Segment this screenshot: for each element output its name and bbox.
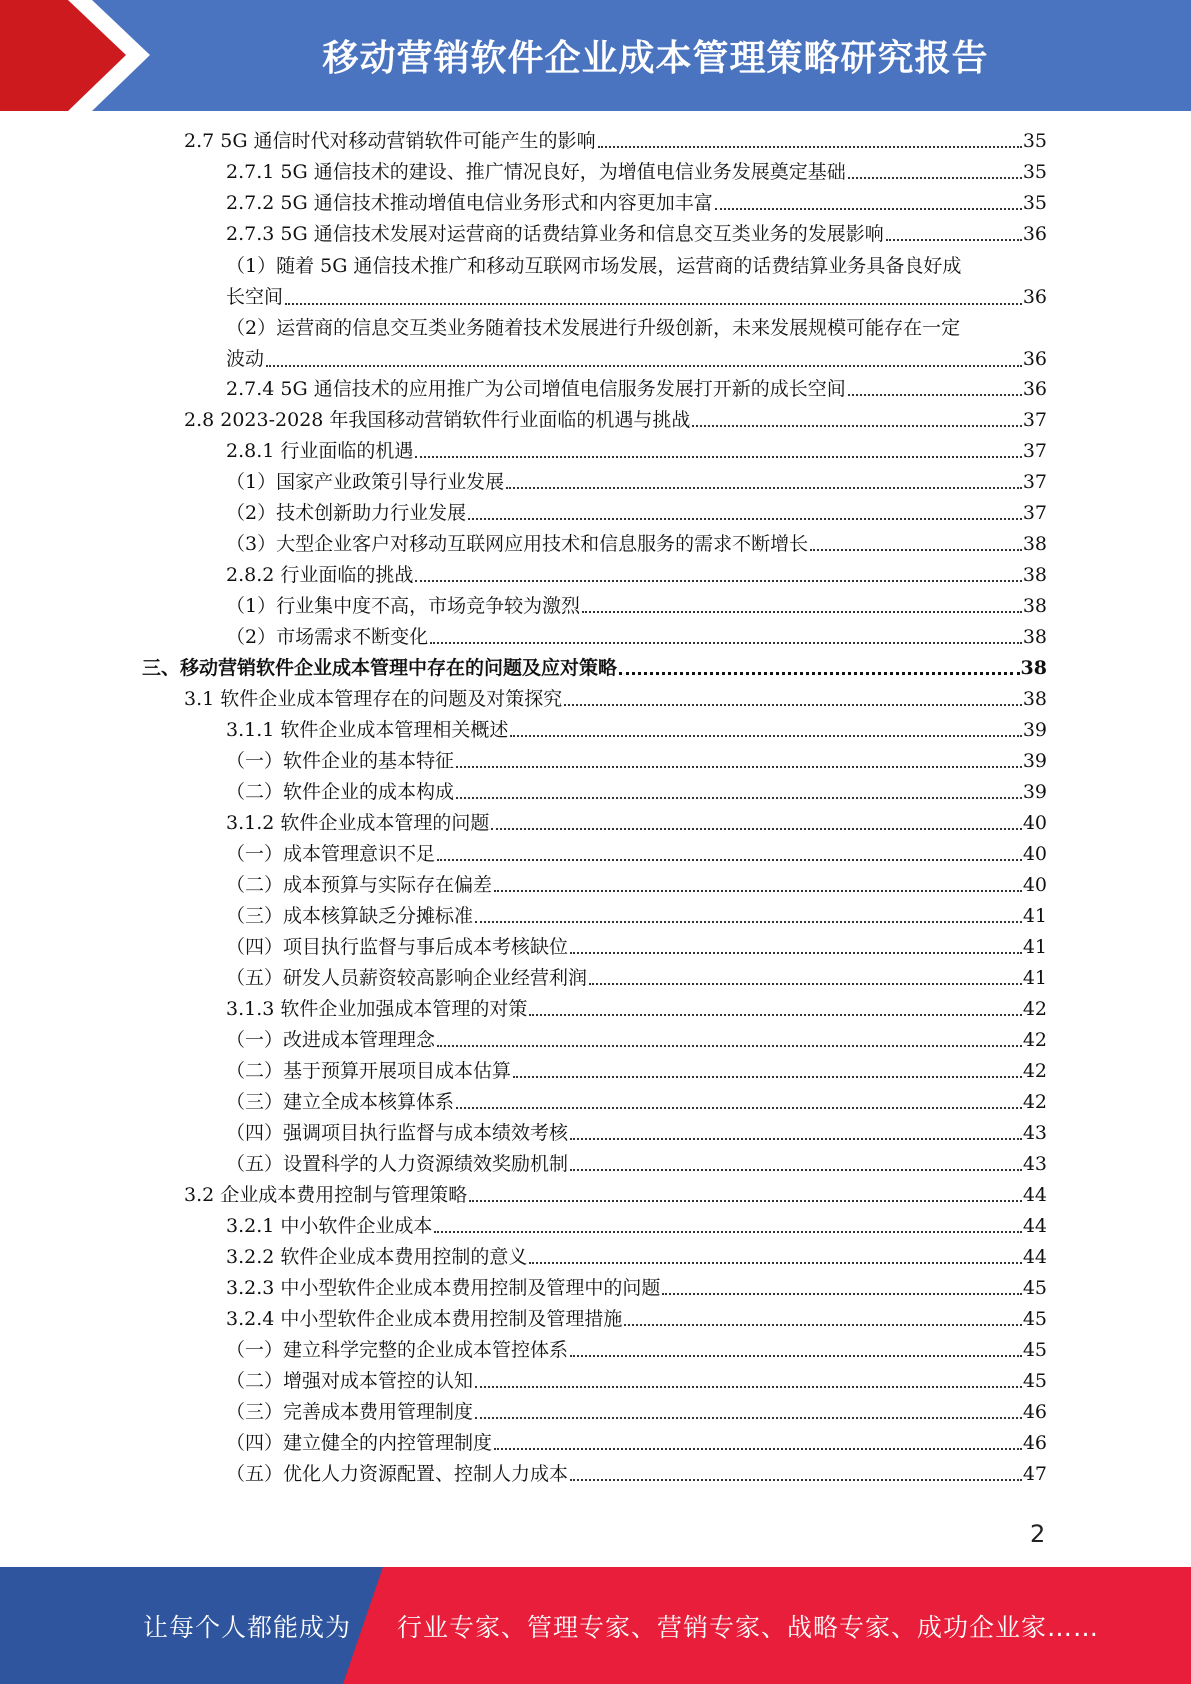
toc-entry[interactable] (226, 158, 1047, 186)
toc-entry-page: 40 (1022, 812, 1047, 834)
toc-entry-text: 2.8 2023-2028 年我国移动营销软件行业面临的机遇与挑战 (184, 409, 691, 431)
leader-dots (437, 1045, 1022, 1047)
leader-dots (662, 1293, 1021, 1295)
toc-entry[interactable] (226, 1026, 1047, 1054)
toc-chapter-entry[interactable] (142, 654, 1047, 682)
toc-entry[interactable] (226, 623, 1047, 651)
toc-entry[interactable] (226, 964, 1047, 992)
leader-dots (456, 766, 1022, 768)
leader-dots (624, 1324, 1021, 1326)
toc-entry[interactable] (226, 840, 1047, 868)
toc-entry[interactable] (226, 592, 1047, 620)
toc-entry-text: （一）成本管理意识不足 (226, 843, 436, 865)
toc-entry-text: （一）改进成本管理理念 (226, 1029, 436, 1051)
toc-entry[interactable] (226, 437, 1047, 465)
toc-entry-page: 42 (1022, 998, 1047, 1020)
toc-entry-page: 42 (1022, 1060, 1047, 1082)
toc-entry-page: 46 (1022, 1432, 1047, 1454)
toc-entry-page: 45 (1022, 1339, 1047, 1361)
toc-entry-page: 41 (1022, 905, 1047, 927)
toc-entry-text: （五）设置科学的人力资源绩效奖励机制 (226, 1153, 569, 1175)
toc-entry-page: 36 (1022, 378, 1047, 400)
footer-slogan-left: 让每个人都能成为 (143, 1612, 352, 1642)
leader-dots (570, 1169, 1022, 1171)
toc-entry[interactable] (226, 809, 1047, 837)
header-banner (0, 0, 1191, 111)
toc-entry[interactable] (226, 313, 1047, 375)
toc-entry-page: 38 (1022, 626, 1047, 648)
leader-dots (570, 952, 1022, 954)
report-title: 移动营销软件企业成本管理策略研究报告 (322, 38, 989, 79)
toc-entry-page: 42 (1022, 1029, 1047, 1051)
leader-dots (619, 672, 1020, 675)
leader-dots (564, 704, 1022, 706)
toc-entry-text: （三）完善成本费用管理制度 (226, 1401, 474, 1423)
toc-entry-page: 41 (1022, 936, 1047, 958)
toc-entry-text: 三、移动营销软件企业成本管理中存在的问题及应对策略 (142, 657, 618, 679)
toc-entry-page: 37 (1022, 502, 1047, 524)
leader-dots (598, 146, 1022, 148)
toc-entry-page: 36 (1022, 286, 1047, 308)
leader-dots (456, 797, 1022, 799)
toc-entry[interactable] (226, 1305, 1047, 1333)
toc-entry-text: （二）增强对成本管控的认知 (226, 1370, 474, 1392)
toc-entry[interactable] (226, 902, 1047, 930)
toc-entry-text: 2.7.1 5G 通信技术的建设、推广情况良好，为增值电信业务发展奠定基础 (226, 161, 846, 183)
toc-entry-text: 2.7.3 5G 通信技术发展对运营商的话费结算业务和信息交互类业务的发展影响 (226, 223, 884, 245)
toc-entry-text: （二）软件企业的成本构成 (226, 781, 455, 803)
toc-entry-text: 3.1.3 软件企业加强成本管理的对策 (226, 998, 528, 1020)
toc-entry-page: 45 (1022, 1370, 1047, 1392)
toc-entry-text: 2.7 5G 通信时代对移动营销软件可能产生的影响 (184, 130, 596, 152)
toc-entry-text: （五）研发人员薪资较高影响企业经营利润 (226, 967, 588, 989)
leader-dots (494, 1448, 1022, 1450)
toc-entry-text: 3.1 软件企业成本管理存在的问题及对策探究 (184, 688, 563, 710)
toc-entry-text: （一）建立科学完整的企业成本管控体系 (226, 1339, 569, 1361)
toc-entry-page: 38 (1020, 657, 1047, 679)
toc-entry-text: 2.7.2 5G 通信技术推动增值电信业务形式和内容更加丰富 (226, 192, 713, 214)
toc-entry-text: （四）强调项目执行监督与成本绩效考核 (226, 1122, 569, 1144)
leader-dots (430, 642, 1022, 644)
toc-entry[interactable] (184, 685, 1047, 713)
toc-entry-text-cont: 长空间 (226, 286, 284, 308)
toc-entry[interactable] (226, 716, 1047, 744)
toc-entry-page: 43 (1022, 1153, 1047, 1175)
toc-entry[interactable] (226, 1212, 1047, 1240)
toc-entry-page: 46 (1022, 1401, 1047, 1423)
leader-dots (434, 1231, 1021, 1233)
toc-entry[interactable] (226, 1243, 1047, 1271)
toc-entry-page: 42 (1022, 1091, 1047, 1113)
toc-entry[interactable] (226, 1274, 1047, 1302)
leader-dots (456, 1107, 1022, 1109)
leader-dots (529, 1014, 1021, 1016)
toc-entry[interactable] (226, 1057, 1047, 1085)
toc-entry-page: 41 (1022, 967, 1047, 989)
toc-entry-page: 47 (1022, 1463, 1047, 1485)
toc-entry-text-cont: 波动 (226, 348, 265, 370)
leader-dots (715, 208, 1022, 210)
leader-dots (582, 611, 1022, 613)
toc-entry[interactable] (226, 1088, 1047, 1116)
toc-entry-page: 38 (1022, 533, 1047, 555)
toc-entry-text: 2.8.1 行业面临的机遇 (226, 440, 414, 462)
toc-entry-text: 3.2.1 中小软件企业成本 (226, 1215, 433, 1237)
toc-entry-page: 39 (1022, 781, 1047, 803)
leader-dots (570, 1138, 1022, 1140)
leader-dots (510, 735, 1021, 737)
leader-dots (848, 177, 1022, 179)
toc-entry-text: 3.2 企业成本费用控制与管理策略 (184, 1184, 468, 1206)
toc-entry-text: （二）成本预算与实际存在偏差 (226, 874, 493, 896)
toc-entry-text: （2）技术创新助力行业发展 (226, 502, 467, 524)
leader-dots (415, 456, 1021, 458)
leader-dots (494, 890, 1022, 892)
leader-dots (570, 1479, 1022, 1481)
footer-slogan-right: 行业专家、管理专家、营销专家、战略专家、成功企业家…… (397, 1612, 1100, 1642)
toc-entry-text: （3）大型企业客户对移动互联网应用技术和信息服务的需求不断增长 (226, 533, 809, 555)
toc-entry-page: 36 (1022, 223, 1047, 245)
toc-entry-page: 44 (1022, 1184, 1047, 1206)
toc-entry-page: 40 (1022, 874, 1047, 896)
toc-entry[interactable] (226, 933, 1047, 961)
toc-entry-text: （四）项目执行监督与事后成本考核缺位 (226, 936, 569, 958)
toc-entry-page: 35 (1022, 161, 1047, 183)
toc-entry-text: （四）建立健全的内控管理制度 (226, 1432, 493, 1454)
leader-dots (475, 1386, 1022, 1388)
toc-entry[interactable] (226, 1460, 1047, 1488)
toc-entry[interactable] (226, 1150, 1047, 1178)
toc-entry[interactable] (226, 189, 1047, 217)
toc-entry[interactable] (226, 530, 1047, 558)
toc-entry-page: 43 (1022, 1122, 1047, 1144)
leader-dots (589, 983, 1022, 985)
leader-dots (266, 365, 1022, 367)
leader-dots (491, 828, 1021, 830)
toc-entry[interactable] (226, 747, 1047, 775)
toc-entry-text: （三）成本核算缺乏分摊标准 (226, 905, 474, 927)
toc-entry-text: （二）基于预算开展项目成本估算 (226, 1060, 512, 1082)
toc-entry[interactable] (226, 220, 1047, 248)
arrow-decoration-icon (0, 0, 160, 111)
toc-entry-page: 36 (1022, 348, 1047, 370)
toc-entry-text: （三）建立全成本核算体系 (226, 1091, 455, 1113)
toc-entry-text: （2）市场需求不断变化 (226, 626, 429, 648)
footer-banner (0, 1567, 1191, 1684)
leader-dots (475, 921, 1022, 923)
toc-entry-text: （2）运营商的信息交互类业务随着技术发展进行升级创新，未来发展规模可能存在一定 (226, 317, 961, 339)
leader-dots (475, 1417, 1022, 1419)
toc-entry-text: 3.2.4 中小型软件企业成本费用控制及管理措施 (226, 1308, 623, 1330)
toc-entry-text: 3.1.2 软件企业成本管理的问题 (226, 812, 490, 834)
toc-entry[interactable] (184, 127, 1047, 155)
leader-dots (570, 1355, 1022, 1357)
toc-entry-page: 45 (1022, 1308, 1047, 1330)
toc-entry-page: 45 (1022, 1277, 1047, 1299)
toc-entry[interactable] (184, 1181, 1047, 1209)
leader-dots (886, 239, 1022, 241)
toc-entry-page: 44 (1022, 1246, 1047, 1268)
toc-entry[interactable] (226, 375, 1047, 403)
toc-entry[interactable] (184, 406, 1047, 434)
toc-entry[interactable] (226, 1119, 1047, 1147)
toc-entry-text: 3.2.2 软件企业成本费用控制的意义 (226, 1246, 528, 1268)
toc-entry-text: （1）随着 5G 通信技术推广和移动互联网市场发展，运营商的话费结算业务具备良好成 (226, 255, 962, 277)
toc-entry-page: 38 (1022, 595, 1047, 617)
toc-entry-text: 3.1.1 软件企业成本管理相关概述 (226, 719, 509, 741)
toc-entry-page: 37 (1022, 471, 1047, 493)
toc-entry-page: 38 (1022, 688, 1047, 710)
leader-dots (692, 425, 1021, 427)
toc-entry[interactable] (226, 468, 1047, 496)
toc-entry-page: 38 (1022, 564, 1047, 586)
toc-entry[interactable] (226, 499, 1047, 527)
leader-dots (810, 549, 1022, 551)
toc-entry-page: 40 (1022, 843, 1047, 865)
leader-dots (513, 1076, 1022, 1078)
toc-entry[interactable] (226, 1367, 1047, 1395)
page-number: 2 (1030, 1520, 1046, 1548)
leader-dots (437, 859, 1022, 861)
toc-entry[interactable] (226, 561, 1047, 589)
toc-entry-page: 44 (1022, 1215, 1047, 1237)
leader-dots (506, 487, 1022, 489)
leader-dots (415, 580, 1021, 582)
toc-entry-page: 37 (1022, 409, 1047, 431)
toc-entry[interactable] (226, 778, 1047, 806)
toc-entry-text: （一）软件企业的基本特征 (226, 750, 455, 772)
toc-entry-page: 37 (1022, 440, 1047, 462)
toc-entry-page: 35 (1022, 130, 1047, 152)
leader-dots (468, 518, 1022, 520)
toc-entry[interactable] (226, 251, 1047, 313)
leader-dots (529, 1262, 1021, 1264)
toc-entry[interactable] (226, 871, 1047, 899)
toc-entry-text: 3.2.3 中小型软件企业成本费用控制及管理中的问题 (226, 1277, 661, 1299)
toc-entry-text: 2.8.2 行业面临的挑战 (226, 564, 414, 586)
leader-dots (285, 303, 1022, 305)
toc-entry[interactable] (226, 1429, 1047, 1457)
toc-entry-page: 39 (1022, 750, 1047, 772)
toc-entry-text: 2.7.4 5G 通信技术的应用推广为公司增值电信服务发展打开新的成长空间 (226, 378, 846, 400)
toc-entry-text: （1）行业集中度不高，市场竞争较为激烈 (226, 595, 581, 617)
leader-dots (469, 1200, 1022, 1202)
toc-entry[interactable] (226, 1336, 1047, 1364)
toc-entry-page: 35 (1022, 192, 1047, 214)
toc-entry-text: （五）优化人力资源配置、控制人力成本 (226, 1463, 569, 1485)
toc-entry-page: 39 (1022, 719, 1047, 741)
toc-entry-text: （1）国家产业政策引导行业发展 (226, 471, 505, 493)
leader-dots (848, 394, 1022, 396)
toc-entry[interactable] (226, 995, 1047, 1023)
toc-entry[interactable] (226, 1398, 1047, 1426)
